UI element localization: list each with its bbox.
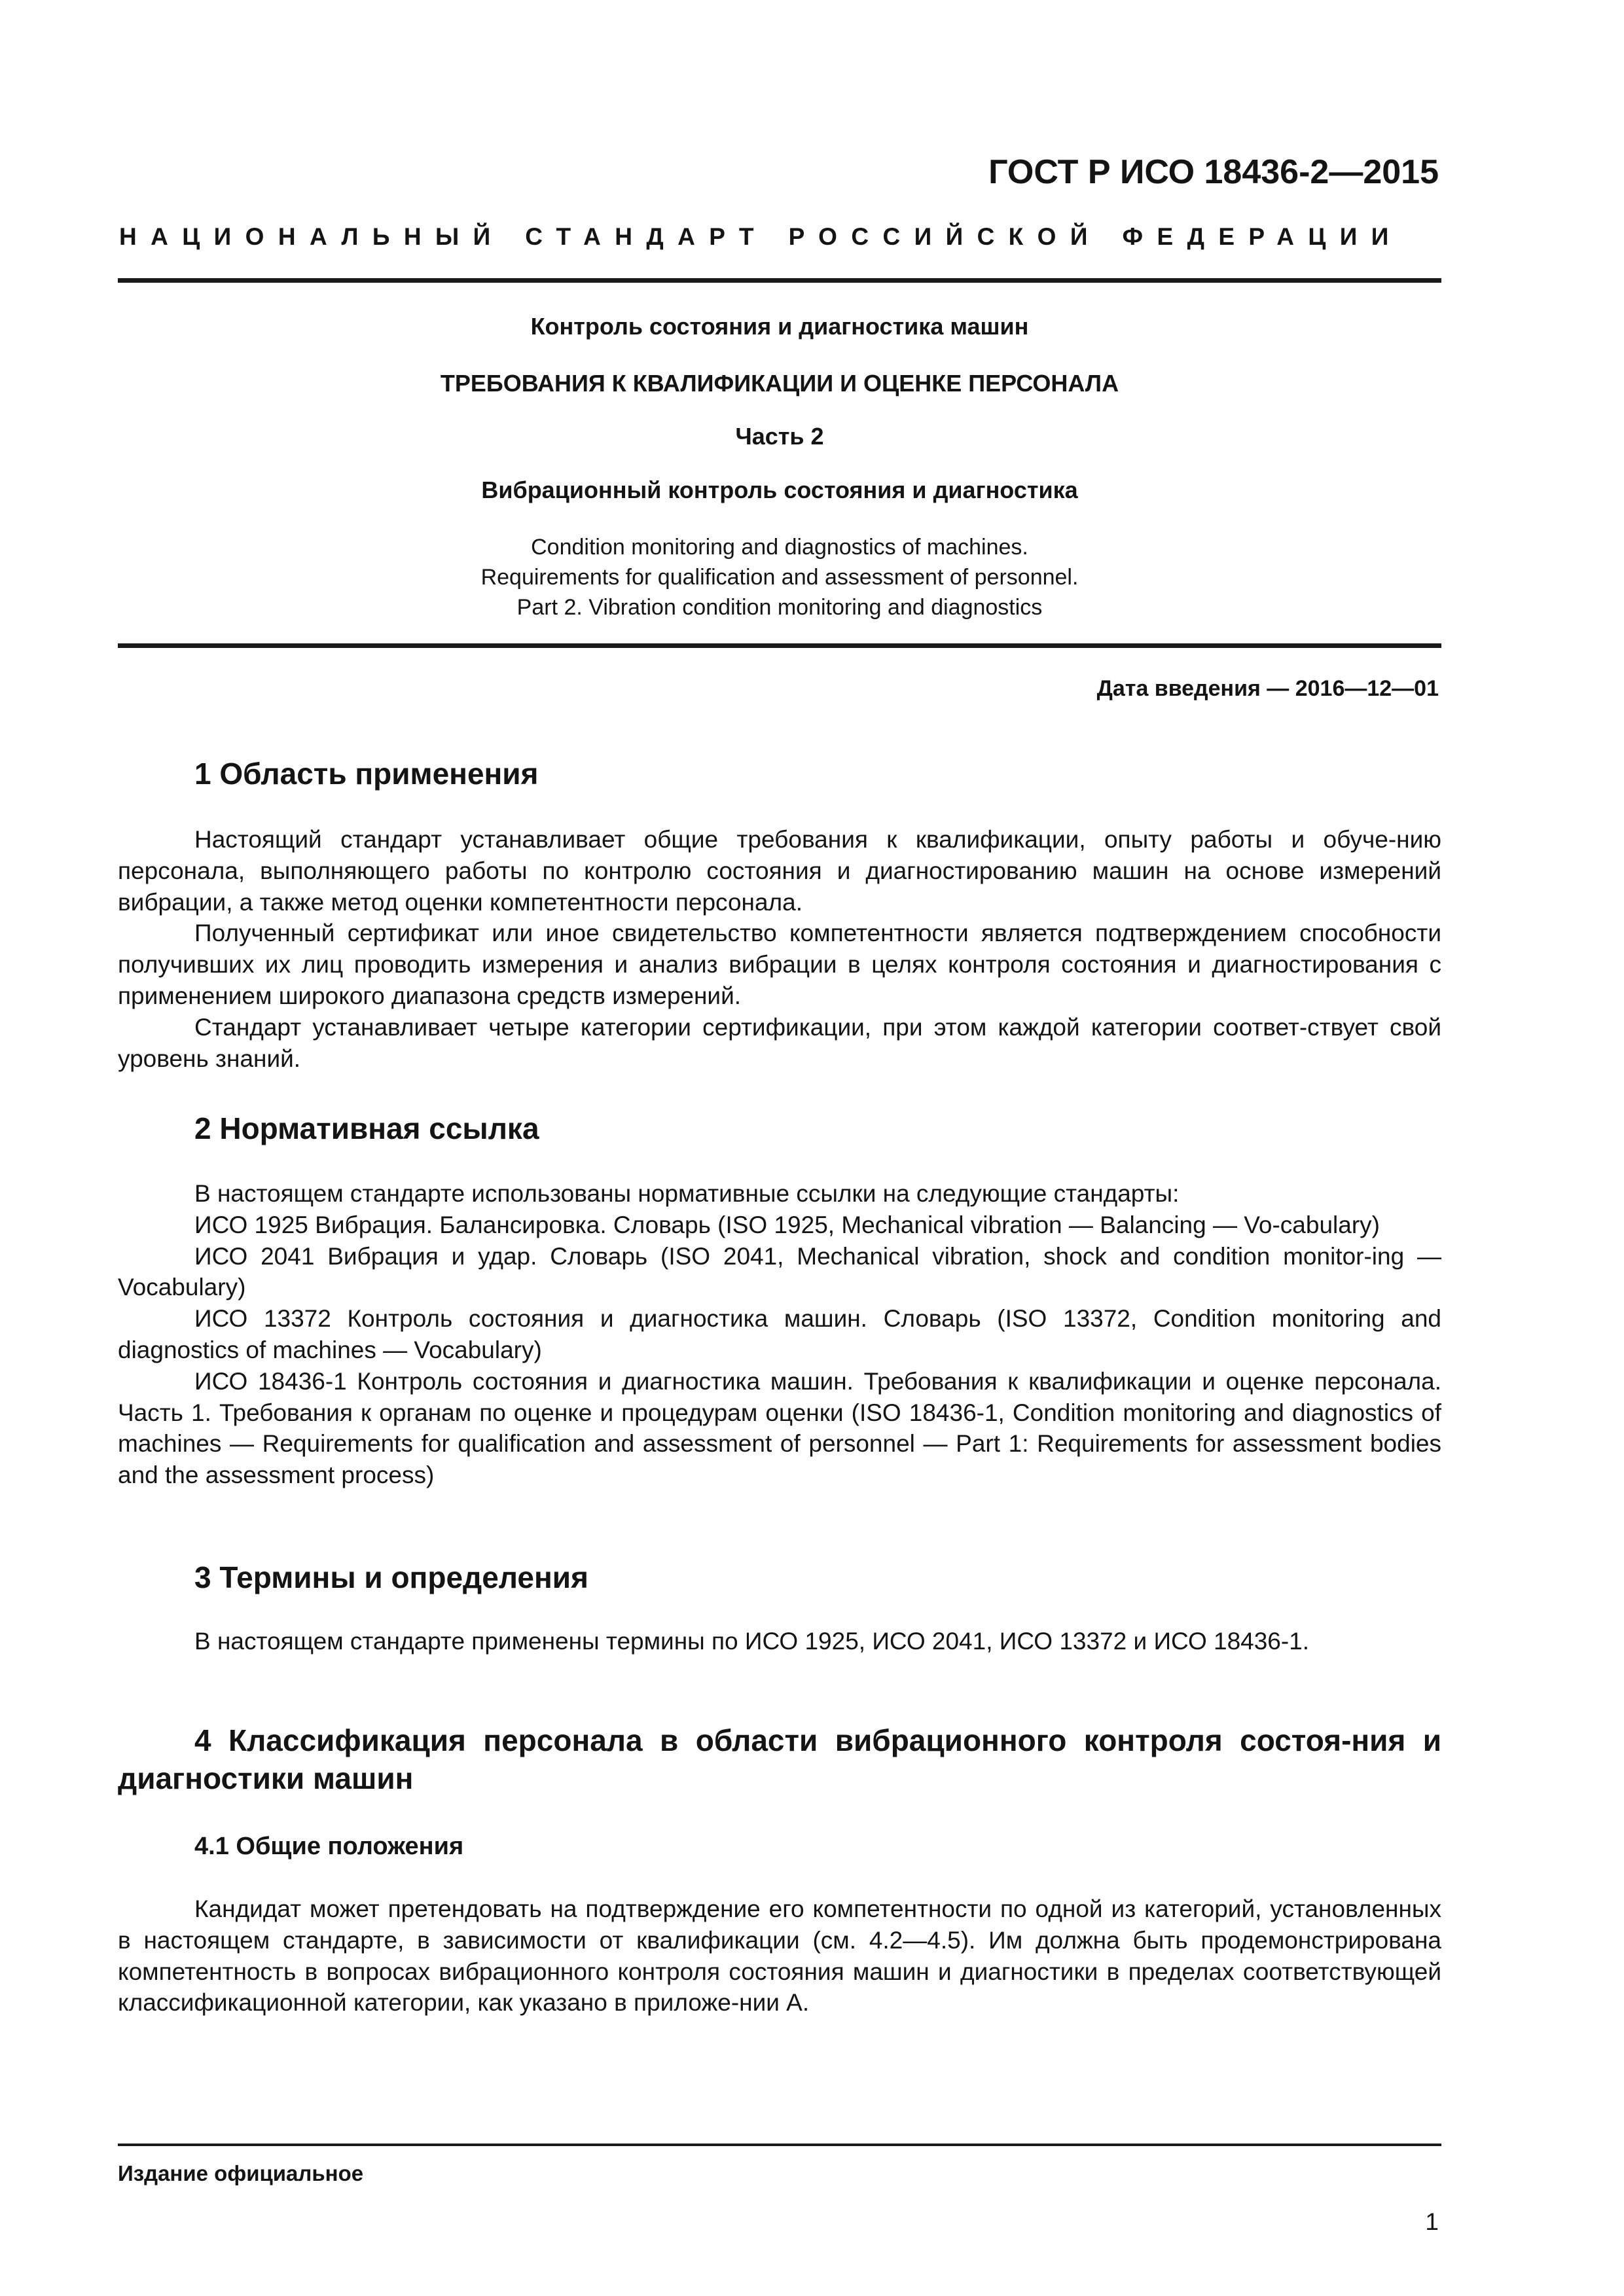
section-1-paragraph-3: Стандарт устанавливает четыре категории сертификации, при этом каждой категории соответ-ствует свой уровень знаний. (118, 1013, 1441, 1072)
title-line-2: ТРЕБОВАНИЯ К КВАЛИФИКАЦИИ И ОЦЕНКЕ ПЕРСОНАЛА (440, 370, 1119, 397)
section-2-heading: 2 Нормативная ссылка (194, 1111, 539, 1145)
title-bottom-rule (118, 643, 1441, 648)
official-edition-label: Издание официальное (118, 2161, 364, 2185)
section-4-heading: 4 Классификация персонала в области вибрационного контроля состоя-ния и диагностики машин (118, 1723, 1441, 1795)
section-1-body (118, 824, 1441, 1074)
english-title-line-2: Requirements for qualification and assessment of personnel. (480, 565, 1079, 590)
reference-iso-18436-1: ИСО 18436-1 Контроль состояния и диагностика машин. Требования к квалификации и оценке персонала. Часть 1. Требования к органам по оценке и процедурам оценки (ISO 18436-1, Condition monitoring and diagnostics of machines — Requirements for qualification and assessment of personnel — Part 1: Requirements for assessment bodies and the assessment process) (118, 1367, 1441, 1489)
footer-rule (118, 2144, 1441, 2146)
section-4-1-body (118, 1893, 1441, 2018)
title-line-3: Часть 2 (735, 423, 824, 450)
english-title-line-1: Condition monitoring and diagnostics of machines. (531, 535, 1028, 560)
introduction-date: Дата введения — 2016—12—01 (1096, 676, 1439, 701)
section-3-heading: 3 Термины и определения (194, 1560, 588, 1594)
section-3-paragraph-1: В настоящем стандарте применены термины по ИСО 1925, ИСО 2041, ИСО 13372 и ИСО 18436-1. (194, 1628, 1310, 1655)
page-number: 1 (1425, 2208, 1439, 2235)
section-1-paragraph-2: Полученный сертификат или иное свидетельство компетентности является подтверждением способности получивших их лиц проводить измерения и анализ вибрации в целях контроля состояния и диагностирования с применением широкого диапазона средств измерений. (118, 920, 1441, 1009)
section-1-heading: 1 Область применения (194, 757, 539, 791)
section-2-body (118, 1178, 1441, 1491)
top-rule (118, 278, 1441, 283)
standard-code: ГОСТ Р ИСО 18436-2—2015 (988, 153, 1439, 191)
section-4-1-paragraph-1: Кандидат может претендовать на подтверждение его компетентности по одной из категорий, установленных в настоящем стандарте, в зависимости от квалификации (см. 4.2—4.5). Им должна быть продемонстрирована компетентность в вопросах вибрационного контроля состояния машин и диагностики в пределах соответствующей классификационной категории, как указано в приложе-нии А. (118, 1895, 1441, 2017)
title-line-4: Вибрационный контроль состояния и диагностика (481, 476, 1078, 503)
section-3-body (118, 1626, 1441, 1657)
english-title-line-3: Part 2. Vibration condition monitoring and diagnostics (516, 595, 1043, 620)
reference-iso-2041: ИСО 2041 Вибрация и удар. Словарь (ISO 2041, Mechanical vibration, shock and condition monitor-ing — Vocabulary) (118, 1242, 1441, 1301)
reference-iso-1925: ИСО 1925 Вибрация. Балансировка. Словарь (ISO 1925, Mechanical vibration — Balancing — Vo-cabulary) (194, 1211, 1380, 1238)
section-2-paragraph-1: В настоящем стандарте использованы нормативные ссылки на следующие стандарты: (194, 1180, 1180, 1207)
subsection-4-1-heading: 4.1 Общие положения (194, 1833, 464, 1860)
national-standard-banner: НАЦИОНАЛЬНЫЙ СТАНДАРТ РОССИЙСКОЙ ФЕДЕРАЦИИ (119, 223, 1403, 250)
section-1-paragraph-1: Настоящий стандарт устанавливает общие требования к квалификации, опыту работы и обуче-нию персонала, выполняющего работы по контролю состояния и диагностированию машин на основе измерений вибрации, а также метод оценки компетентности персонала. (118, 826, 1441, 916)
title-line-1: Контроль состояния и диагностика машин (530, 313, 1029, 340)
reference-iso-13372: ИСО 13372 Контроль состояния и диагностика машин. Словарь (ISO 13372, Condition monitoring and diagnostics of machines — Vocabulary) (118, 1305, 1441, 1363)
